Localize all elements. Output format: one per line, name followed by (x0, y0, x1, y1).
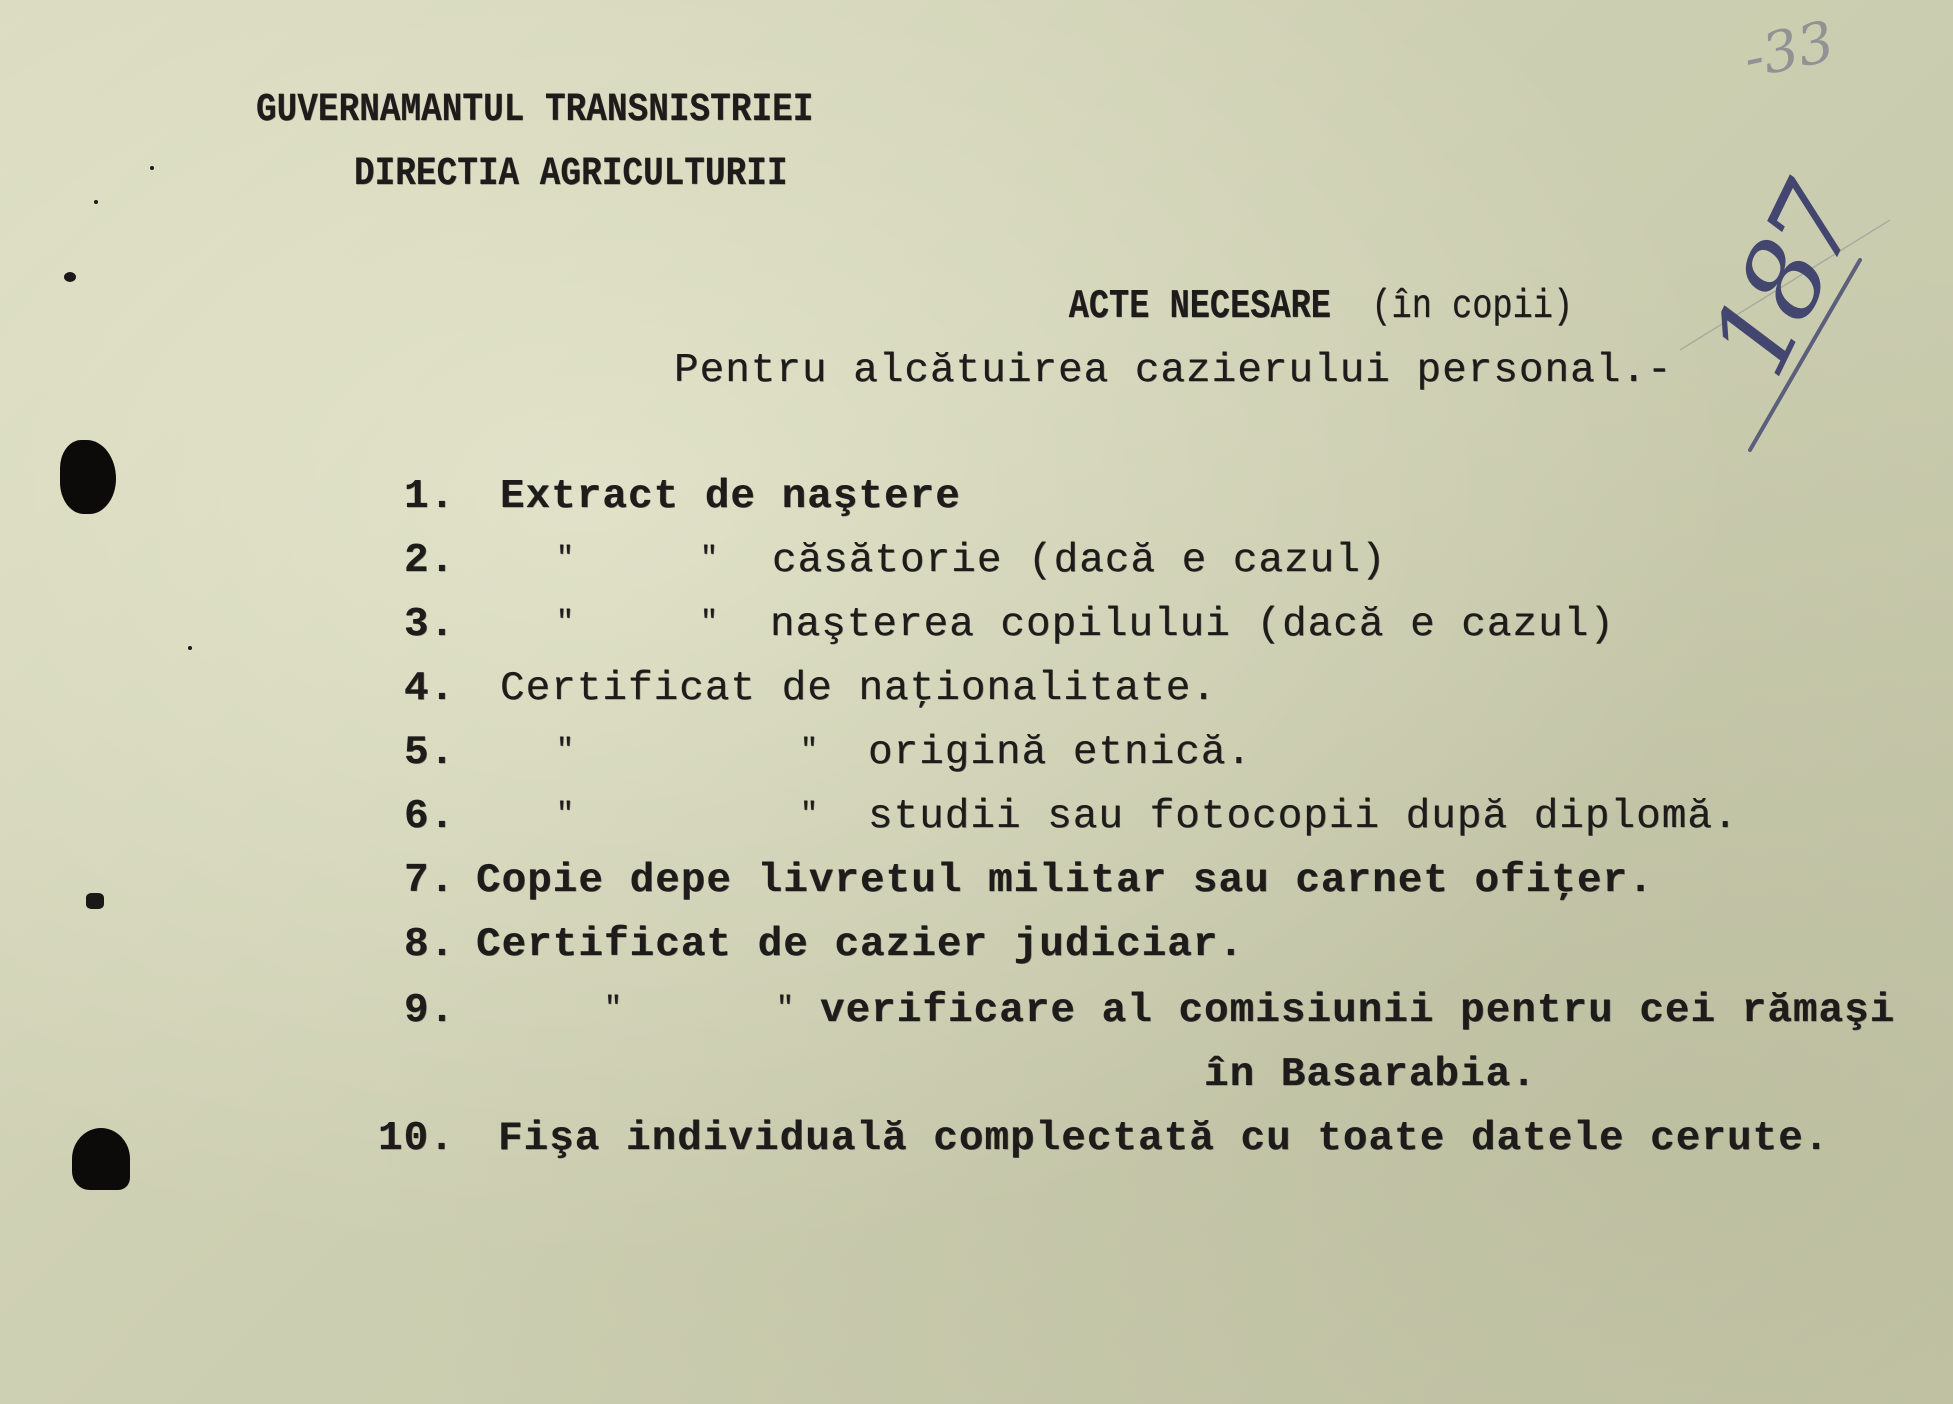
item-text: Fişa individuală complectată cu toate datele cerute. (498, 1116, 1830, 1162)
item-number: 2. (404, 538, 456, 584)
item-text: căsătorie (dacă e cazul) (772, 538, 1387, 584)
item-number: 5. (404, 730, 456, 776)
pencil-stroke (1660, 200, 1880, 500)
ditto-mark: " (604, 992, 623, 1026)
item-number: 1. (404, 474, 456, 520)
ditto-mark: " (700, 542, 719, 576)
ink-speck (94, 200, 98, 204)
ditto-mark: " (800, 734, 819, 768)
institution-name: GUVERNAMANTUL TRANSNISTRIEI (256, 88, 814, 133)
item-number: 3. (404, 602, 456, 648)
corner-mark: -33 (1738, 9, 1840, 92)
ink-speck (188, 646, 192, 650)
item-text: origină etnică. (868, 730, 1253, 776)
item-text-continuation: în Basarabia. (1204, 1052, 1537, 1098)
punch-hole-bottom (72, 1128, 130, 1190)
ditto-mark: " (556, 606, 575, 640)
item-text: Copie depe livretul militar sau carnet ofiţer. (476, 858, 1654, 904)
ditto-mark: " (556, 542, 575, 576)
ditto-mark: " (556, 734, 575, 768)
item-text: naşterea copilului (dacă e cazul) (770, 602, 1615, 648)
title-main: ACTE NECESARE (1068, 284, 1331, 330)
item-number: 4. (404, 666, 456, 712)
ditto-mark: " (776, 992, 795, 1026)
item-text: studii sau fotocopii după diplomă. (868, 794, 1739, 840)
item-number: 7. (404, 858, 456, 904)
item-text: Extract de naştere (500, 474, 961, 520)
ink-speck (64, 272, 76, 282)
ink-speck (150, 166, 154, 170)
item-number: 10. (378, 1116, 455, 1162)
ink-speck (86, 893, 104, 909)
item-text: Certificat de naţionalitate. (500, 666, 1217, 712)
item-text: verificare al comisiunii pentru cei rămaşi (820, 988, 1896, 1034)
item-number: 8. (404, 922, 456, 968)
ditto-mark: " (556, 798, 575, 832)
item-text: Certificat de cazier judiciar. (476, 922, 1245, 968)
item-number: 6. (404, 794, 456, 840)
item-number: 9. (404, 988, 456, 1034)
punch-hole-top (60, 440, 116, 514)
folio-number: 187 (1686, 170, 1882, 395)
document-subtitle: Pentru alcătuirea cazierului personal.- (674, 348, 1673, 394)
ditto-mark: " (700, 606, 719, 640)
department-name: DIRECTIA AGRICULTURII (354, 152, 788, 197)
title-note: (în copii) (1371, 284, 1574, 330)
ditto-mark: " (800, 798, 819, 832)
